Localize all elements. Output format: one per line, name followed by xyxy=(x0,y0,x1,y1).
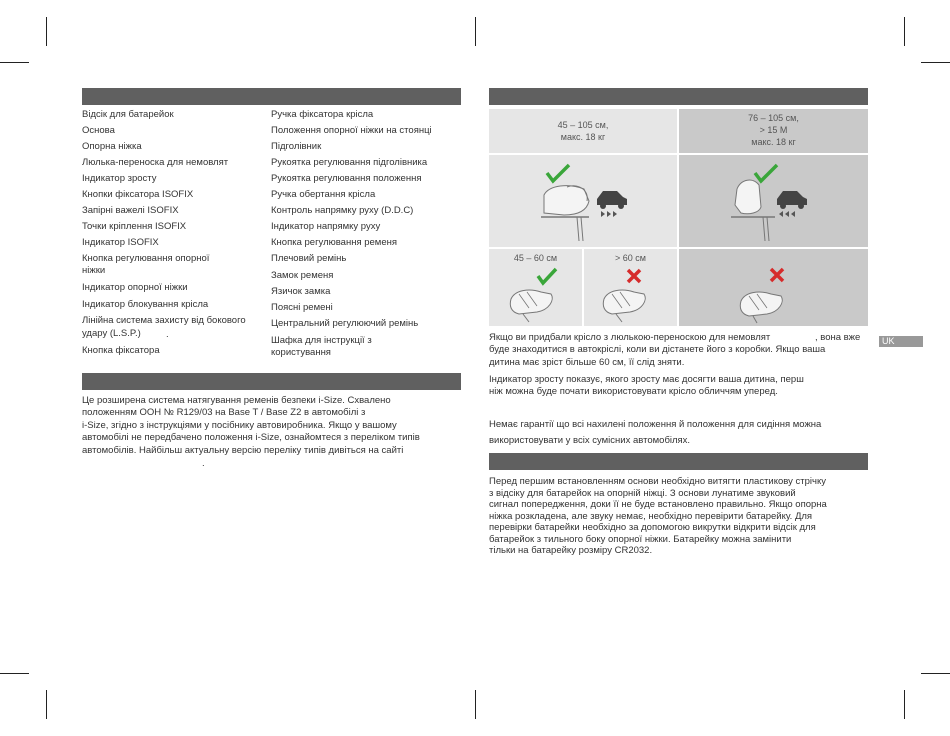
carrycot-illustration xyxy=(584,264,677,324)
part-item: Плечовий ремінь xyxy=(271,253,347,264)
header-age-2: > 15 М xyxy=(759,125,788,135)
battery-line: перевірки батарейки необхідно за допомогою викрутки відкрити відсік для xyxy=(489,522,816,533)
part-item: Лінійна система захисту від бокового xyxy=(82,315,246,326)
part-item: Поясні ремені xyxy=(271,302,333,313)
compat-line: положенням ООН № R129/03 на Base T / Base Z2 в автомобілі з xyxy=(82,407,366,419)
part-item: Індикатор напрямку руху xyxy=(271,221,381,232)
usage-paragraph xyxy=(489,332,825,369)
table-cell-carrycot-forward xyxy=(679,249,868,326)
crop-mark xyxy=(475,17,476,46)
check-icon xyxy=(755,165,777,181)
cross-icon xyxy=(628,270,640,282)
part-item: Кнопки фіксатора ISOFIX xyxy=(82,189,194,200)
part-item: Точки кріплення ISOFIX xyxy=(82,221,187,232)
part-item: Язичок замка xyxy=(271,286,331,297)
carrycot-illustration xyxy=(679,249,868,326)
compat-line: автомобілів. Найбільш актуальну версію переліку типів дивіться на сайті xyxy=(82,444,404,456)
part-item: Індикатор блокування крісла xyxy=(82,299,209,310)
height-line: Індикатор зросту показує, якого зросту має досягти ваша дитина, перш xyxy=(489,374,804,385)
part-item-suffix: . xyxy=(166,329,169,340)
usage-suffix: , вона вже xyxy=(815,332,861,343)
header-range-2: 76 – 105 см, xyxy=(748,113,799,123)
battery-line: ніжка розкладена, але звуку немає, необхідно перевірити батарейку. Для xyxy=(489,510,813,522)
header-weight-1: макс. 18 кг xyxy=(560,132,606,142)
part-item: Індикатор ISOFIX xyxy=(82,237,159,248)
section-bar-battery xyxy=(489,453,868,470)
header-range-1: 45 – 105 см, xyxy=(557,120,609,130)
part-item: Кнопка регулювання ременя xyxy=(271,237,398,248)
warranty-line: Немає гарантії що всі нахилені положення й положення для сидіння можна xyxy=(489,419,822,430)
orientation-table xyxy=(489,109,868,326)
part-item: Ручка обертання крісла xyxy=(271,189,376,200)
table-cell-header-2 xyxy=(679,109,868,153)
compat-line: Це розширена система натягування ременів безпеки i-Size. Схвалено xyxy=(82,395,391,406)
crop-mark xyxy=(921,673,950,674)
section-bar-usage xyxy=(489,88,868,105)
cross-icon xyxy=(771,269,783,281)
warranty-line: використовувати у всіх сумісних автомобілях. xyxy=(489,435,691,446)
part-item: Відсік для батарейок xyxy=(82,109,174,120)
crop-mark xyxy=(904,690,905,719)
header-weight-2: макс. 18 кг xyxy=(751,137,796,147)
part-item: Індикатор опорної ніжки xyxy=(82,282,188,293)
part-item: Кнопка регулювання опорної xyxy=(82,253,210,264)
crop-mark xyxy=(904,17,905,46)
height-line: ніж можна буде почати використовувати крісло обличчям уперед. xyxy=(489,386,778,398)
car-icon xyxy=(777,191,807,205)
check-icon xyxy=(547,165,569,181)
language-tab: UK xyxy=(879,336,923,347)
part-item: Рукоятка регулювання положення xyxy=(271,173,422,184)
rearward-seat-illustration xyxy=(489,155,677,247)
table-cell-forward xyxy=(679,155,868,247)
crop-mark xyxy=(0,62,29,63)
part-item: Індикатор зросту xyxy=(82,173,157,184)
arrow-icon xyxy=(601,211,605,217)
part-item: Замок ременя xyxy=(271,270,334,281)
battery-line: батарейок з тильного боку опорної ніжки. Батарейку можна замінити xyxy=(489,533,792,545)
table-cell-rearward xyxy=(489,155,677,247)
part-item: Контроль напрямку руху (D.D.C) xyxy=(271,205,414,216)
part-item: Кнопка фіксатора xyxy=(82,345,160,356)
part-item: ніжки xyxy=(82,265,106,276)
section-bar-parts xyxy=(82,88,461,105)
crop-mark xyxy=(475,690,476,719)
arrow-icon xyxy=(779,211,783,217)
usage-line: Якщо ви придбали крісло з люлькою-переноскою для немовлят xyxy=(489,332,771,343)
height-indicator-paragraph xyxy=(489,374,804,399)
part-item: Запірні важелі ISOFIX xyxy=(82,205,179,216)
part-item: Опорна ніжка xyxy=(82,141,142,152)
compat-paragraph xyxy=(82,395,420,457)
carrycot-illustration xyxy=(489,264,582,324)
part-item: Люлька-переноска для немовлят xyxy=(82,157,229,168)
crop-mark xyxy=(921,62,950,63)
car-icon xyxy=(597,191,627,205)
compat-line: автомобілі не передбачено положення i-Size, ознайомтеся з переліком типів xyxy=(82,432,420,444)
sub-header-1: 45 – 60 см xyxy=(513,253,558,263)
check-icon xyxy=(538,269,556,283)
battery-line: Перед першим встановленням основи необхідно витягти пластикову стрічку xyxy=(489,476,826,487)
warranty-paragraph xyxy=(489,419,821,447)
crop-mark xyxy=(46,17,47,46)
part-item: Підголівник xyxy=(271,141,322,152)
table-cell-carrycot-small xyxy=(489,249,582,326)
part-item: Ручка фіксатора крісла xyxy=(271,109,374,120)
compat-line: i-Size, згідно з інструкціями у посібнику автовиробника. Якщо у вашому xyxy=(82,419,397,431)
crop-mark xyxy=(0,673,29,674)
sub-header-2: > 60 см xyxy=(615,253,646,263)
crop-mark xyxy=(46,690,47,719)
battery-paragraph xyxy=(489,476,827,557)
part-item: Основа xyxy=(82,125,115,136)
forward-seat-illustration xyxy=(679,155,868,247)
part-item: Шафка для інструкції з xyxy=(271,335,372,346)
usage-line: буде знаходитися в автокріслі, коли ви дістанете його з коробки. Якщо ваша xyxy=(489,344,826,356)
compat-suffix: . xyxy=(202,458,205,469)
usage-line: дитина має зріст більше 60 см, її слід зняти. xyxy=(489,356,685,368)
part-item: користування xyxy=(271,347,331,358)
part-item: удару (L.S.P.) xyxy=(82,328,141,339)
table-cell-header-1 xyxy=(489,109,677,153)
battery-line: з відсіку для батарейок на опорній ніжці. З основи лунатиме звуковий xyxy=(489,487,796,499)
section-bar-compat xyxy=(82,373,461,390)
battery-line: сигнал попередження, доки її не буде встановлено правильно. Якщо опорна xyxy=(489,499,827,510)
part-item: Рукоятка регулювання підголівника xyxy=(271,157,428,168)
battery-line: тільки на батарейку розміру CR2032. xyxy=(489,545,653,556)
table-cell-carrycot-large xyxy=(584,249,677,326)
part-item: Положення опорної ніжки на стоянці xyxy=(271,125,432,136)
part-item: Центральний регулюючий ремінь xyxy=(271,318,419,329)
